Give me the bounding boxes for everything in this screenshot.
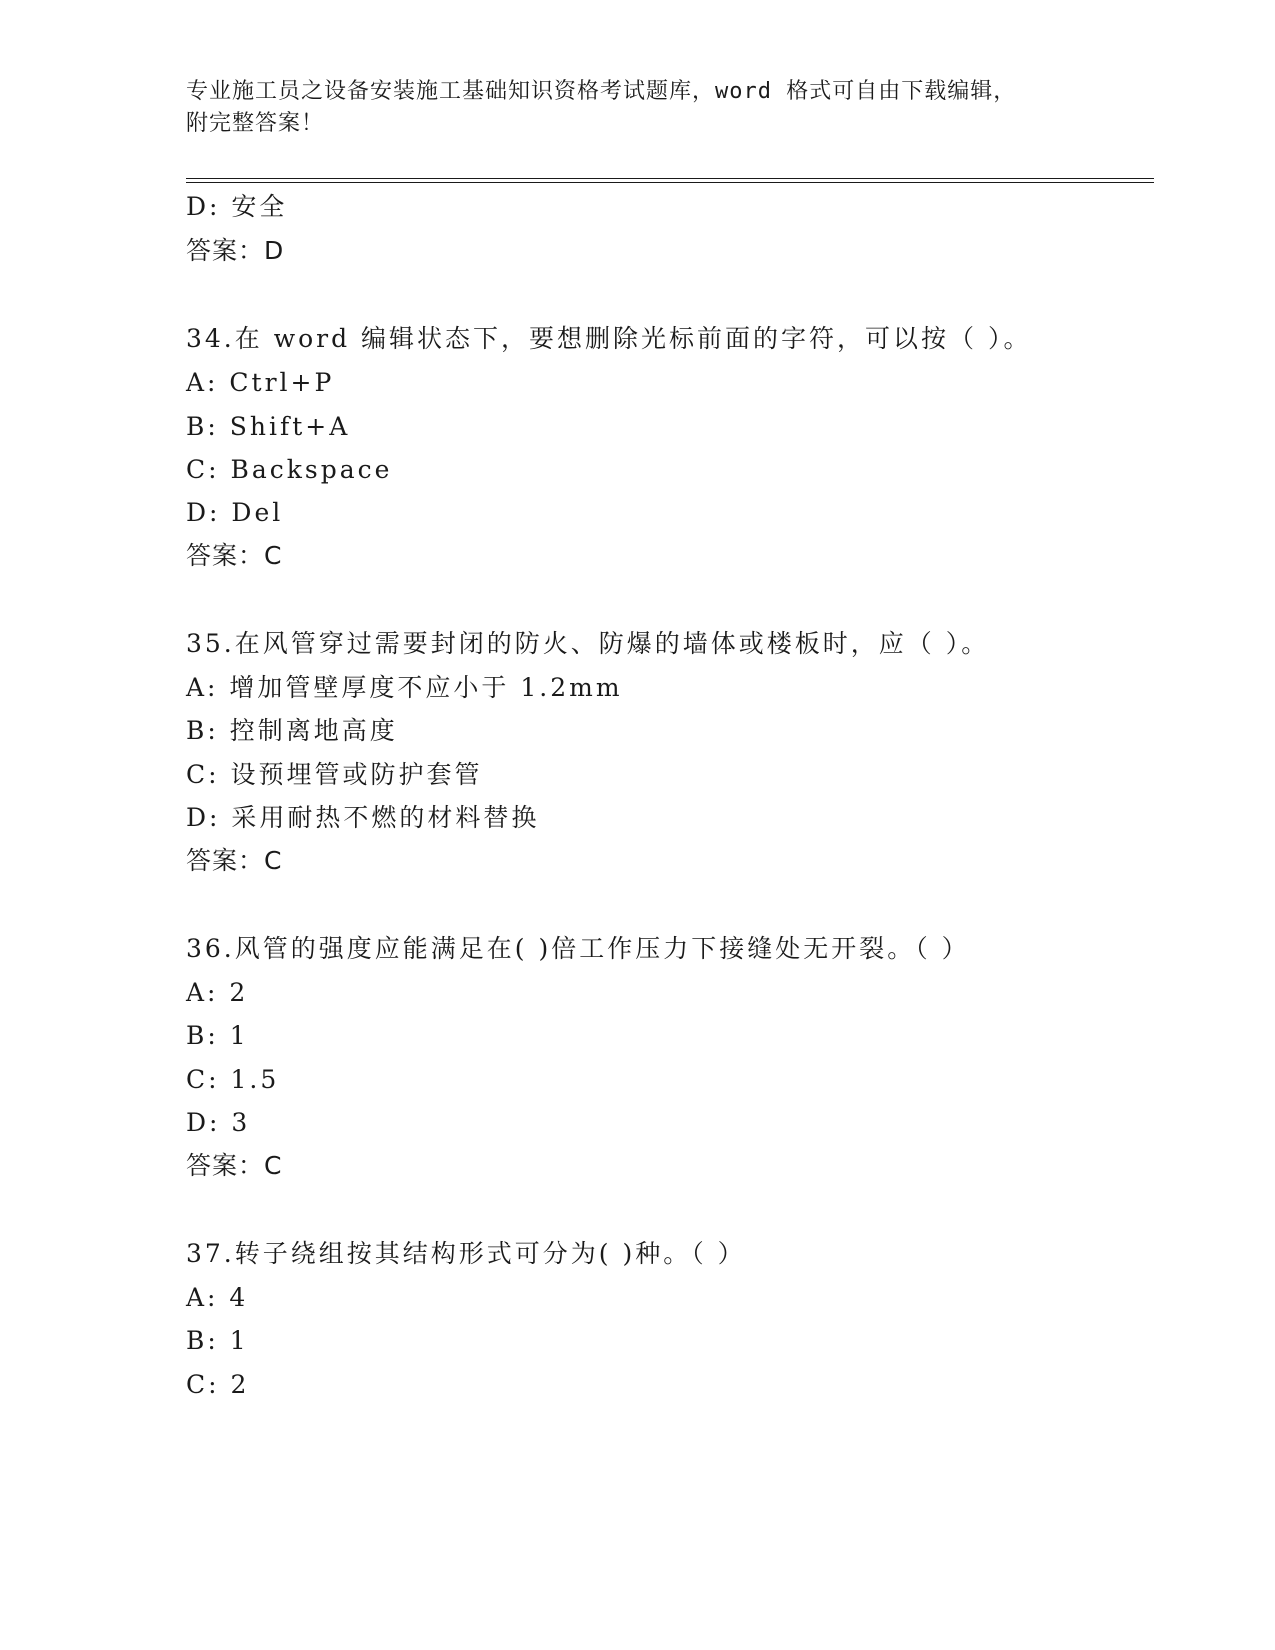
option-d: D: Del bbox=[186, 498, 284, 527]
option-d: D: 安全 bbox=[186, 192, 288, 221]
option-a: A: 2 bbox=[186, 978, 249, 1007]
question-stem: 37.转子绕组按其结构形式可分为( )种。（ ） bbox=[186, 1239, 746, 1268]
option-b: B: 1 bbox=[186, 1021, 249, 1050]
option-c: C: 设预埋管或防护套管 bbox=[186, 760, 483, 789]
option-a: A: 4 bbox=[186, 1283, 249, 1312]
option-b: B: 1 bbox=[186, 1326, 249, 1355]
header-line-1: 专业施工员之设备安装施工基础知识资格考试题库，word 格式可自由下载编辑， bbox=[186, 79, 1017, 104]
option-c: C: 1.5 bbox=[186, 1065, 280, 1094]
answer: 答案：C bbox=[186, 1151, 283, 1180]
option-a: A: 增加管壁厚度不应小于 1.2mm bbox=[186, 673, 623, 702]
option-a: A: Ctrl+P bbox=[186, 368, 335, 397]
answer: 答案：D bbox=[186, 236, 285, 265]
option-b: B: Shift+A bbox=[186, 412, 351, 441]
header-divider-bottom bbox=[186, 182, 1154, 183]
answer: 答案：C bbox=[186, 541, 283, 570]
option-d: D: 3 bbox=[186, 1108, 251, 1137]
document-header bbox=[186, 76, 1086, 140]
option-c: C: 2 bbox=[186, 1370, 250, 1399]
question-stem: 36.风管的强度应能满足在( )倍工作压力下接缝处无开裂。（ ） bbox=[186, 934, 970, 963]
question-stem: 35.在风管穿过需要封闭的防火、防爆的墙体或楼板时，应（ ）。 bbox=[186, 629, 990, 658]
option-d: D: 采用耐热不燃的材料替换 bbox=[186, 803, 540, 832]
option-c: C: Backspace bbox=[186, 455, 393, 484]
option-b: B: 控制离地高度 bbox=[186, 716, 398, 745]
question-stem: 34.在 word 编辑状态下，要想删除光标前面的字符，可以按（ ）。 bbox=[186, 324, 1032, 353]
header-divider-top bbox=[186, 178, 1154, 179]
header-line-2: 附完整答案！ bbox=[186, 111, 325, 136]
answer: 答案：C bbox=[186, 846, 283, 875]
